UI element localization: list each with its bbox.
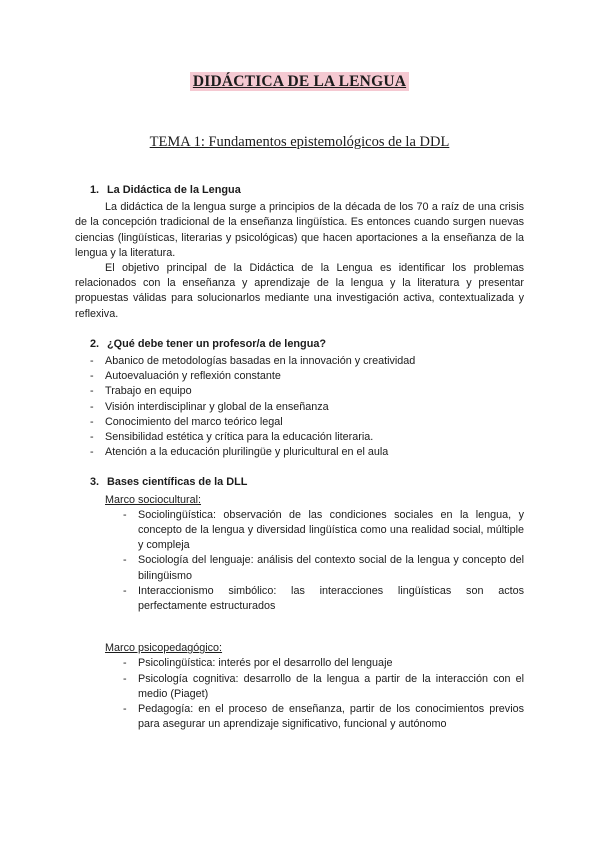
dash-marker: - xyxy=(90,400,94,413)
dash-marker: - xyxy=(123,554,127,567)
section-heading-text: ¿Qué debe tener un profesor/a de lengua? xyxy=(107,337,327,350)
list-item xyxy=(90,354,524,369)
list-item xyxy=(123,672,524,702)
dash-list xyxy=(90,354,524,460)
subsection-label: Marco psicopedagógico: xyxy=(105,642,223,655)
list-item-text: Pedagogía: en el proceso de enseñanza, partir de los conocimientos previos para asegurar un aprendizaje significativo, funcional y autónomo xyxy=(138,703,524,731)
list-item xyxy=(90,400,524,415)
list-item xyxy=(123,553,524,583)
list-item-text: Sociología del lenguaje: análisis del contexto social de la lengua y concepto del bilingüismo xyxy=(138,554,524,582)
list-item xyxy=(90,384,524,399)
list-item xyxy=(90,445,524,460)
page-title: DIDÁCTICA DE LA LENGUA xyxy=(190,72,409,91)
section-bases-cientificas xyxy=(75,475,524,732)
list-item xyxy=(90,369,524,384)
section-profesor-de-lengua xyxy=(75,337,524,461)
section-number: 1. xyxy=(90,184,100,196)
list-item xyxy=(123,656,524,671)
dash-marker: - xyxy=(123,703,127,716)
subsection-label: Marco sociocultural: xyxy=(105,493,202,506)
list-item-text: Psicolingüística: interés por el desarrollo del lenguaje xyxy=(138,657,393,670)
list-item-text: Abanico de metodologías basadas en la innovación y creatividad xyxy=(105,355,416,368)
dash-marker: - xyxy=(123,584,127,597)
section-heading xyxy=(90,183,524,198)
subsection-marco-sociocultural xyxy=(75,493,524,615)
list-item xyxy=(90,415,524,430)
section-heading-text: Bases científicas de la DLL xyxy=(107,476,248,489)
list-item-text: Trabajo en equipo xyxy=(105,385,192,398)
section-heading xyxy=(90,475,524,490)
list-item-text: Sensibilidad estética y crítica para la educación literaria. xyxy=(105,431,374,444)
dash-marker: - xyxy=(123,672,127,685)
title-line xyxy=(75,72,524,92)
dash-marker: - xyxy=(123,657,127,670)
list-item-text: Interaccionismo simbólico: las interacciones lingüísticas son actos perfectamente estructurados xyxy=(138,584,524,613)
list-item-text: Atención a la educación plurilingüe y pluricultural en el aula xyxy=(105,446,389,459)
list-item-text: Conocimiento del marco teórico legal xyxy=(105,415,283,428)
list-item-text: Autoevaluación y reflexión constante xyxy=(105,370,281,383)
dash-list xyxy=(123,508,524,614)
dash-marker: - xyxy=(90,415,94,428)
dash-marker: - xyxy=(90,431,94,444)
page-subtitle: TEMA 1: Fundamentos epistemológicos de la DDL xyxy=(149,134,450,150)
dash-marker: - xyxy=(90,370,94,383)
paragraph: El objetivo principal de la Didáctica de la Lengua es identificar los problemas relacionados con la enseñanza y aprendizaje de la lengua y la literatura y presentar propuestas válidas para solucionarlos mediante una investigación activa, contextualizada y reflexiva. xyxy=(75,262,524,320)
list-item xyxy=(90,430,524,445)
dash-marker: - xyxy=(90,446,94,459)
list-item-text: Psicología cognitiva: desarrollo de la lengua a partir de la interacción con el medio (Piaget) xyxy=(138,672,524,700)
dash-list xyxy=(123,656,524,732)
list-item xyxy=(123,702,524,732)
list-item-text: Sociolingüística: observación de las condiciones sociales en la lengua, y concepto de la lengua y diversidad lingüística como una realidad social, múltiple y compleja xyxy=(138,508,524,552)
dash-marker: - xyxy=(90,355,94,368)
section-heading-text: La Didáctica de la Lengua xyxy=(107,184,241,196)
section-heading xyxy=(90,337,524,352)
section-la-didactica xyxy=(75,183,524,322)
list-item xyxy=(123,584,524,614)
dash-marker: - xyxy=(90,385,94,398)
subsection-marco-psicopedagogico xyxy=(75,641,524,732)
section-number: 2. xyxy=(90,337,100,350)
list-item xyxy=(123,508,524,554)
dash-marker: - xyxy=(123,508,127,521)
paragraph: La didáctica de la lengua surge a principios de la década de los 70 a raíz de una crisis de la concepción tradicional de la enseñanza lingüística. Es entonces cuando surgen nuevas ciencias (lingüísticas, literarias y psicológicas) que hacen aportaciones a la enseñanza de la lengua y la literatura. xyxy=(75,201,524,259)
section-number: 3. xyxy=(90,476,100,489)
list-item-text: Visión interdisciplinar y global de la enseñanza xyxy=(105,400,329,413)
